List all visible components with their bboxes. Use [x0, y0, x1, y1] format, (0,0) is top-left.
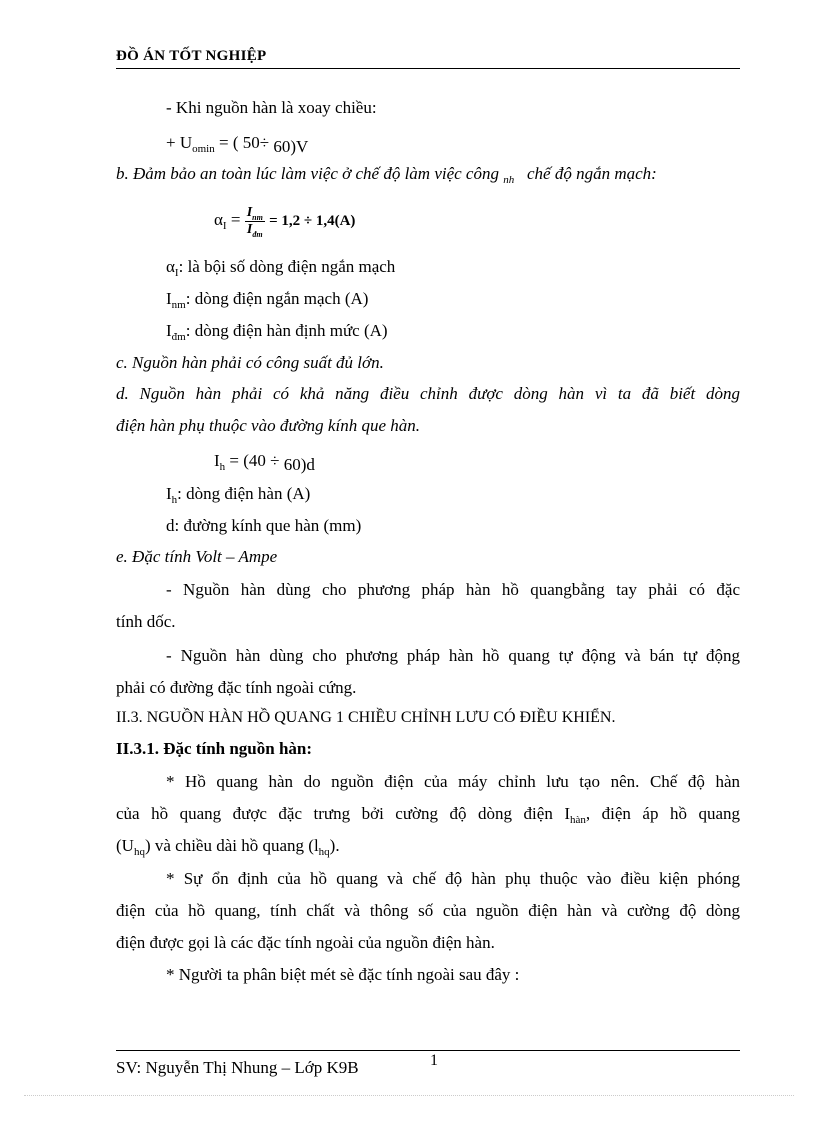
def-idm: $I_{đm}$: dòng điện hàn định mức (A): [166, 321, 388, 343]
para2-line2: phải có đường đặc tính ngoài cứng.: [116, 678, 357, 697]
s3-line: * Người ta phân biệt mét sè đặc tính ngoài sau đây :: [166, 965, 520, 984]
def-alpha: $\alpha_I$: là bội số dòng điện ngắn mạch: [166, 257, 396, 279]
footer-rule: [116, 1050, 740, 1051]
footer-student: SV: Nguyễn Thị Nhung – Lớp K9B: [116, 1058, 359, 1077]
def-d: d: đường kính que hàn (mm): [166, 516, 362, 535]
s2-line1: * Sự ổn định của hồ quang và chế độ hàn phụ thuộc vào điều kiện phóng: [166, 869, 740, 888]
s2-line2: điện của hồ quang, tính chất và thông số của nguồn điện hàn và cường độ dòng: [116, 901, 740, 920]
item-b: b. Đảm bảo an toàn lúc làm việc ở chế độ làm việc công $_{nh}$ chế độ ngắn mạch:: [116, 164, 657, 186]
item-d-line1: d. Nguồn hàn phải có khả năng điều chỉnh được dòng hàn vì ta đã biết dòng: [116, 384, 740, 403]
para1-line2: tính dốc.: [116, 612, 176, 631]
subsection-heading: II.3.1. Đặc tính nguồn hàn:: [116, 739, 313, 758]
line-ac-source: - Khi nguồn hàn là xoay chiều:: [166, 98, 377, 117]
line-uomin: + $U_{omin}$ = ( 50÷ 60)V: [166, 133, 309, 156]
s2-line3: điện được gọi là các đặc tính ngoài của nguồn điện hàn.: [116, 933, 495, 952]
section-heading: II.3. NGUỒN HÀN HỒ QUANG 1 CHIỀU CHỈNH LƯU CÓ ĐIỀU KHIỂN.: [116, 709, 616, 726]
formula-fraction: $\frac{I_{nm}}{I_{đm}}$: [246, 204, 263, 239]
page-bottom-border: [24, 1095, 794, 1096]
item-c: c. Nguồn hàn phải có công suất đủ lớn.: [116, 353, 384, 372]
para1-line1: - Nguồn hàn dùng cho phương pháp hàn hồ quangbằng tay phải có đặc: [166, 580, 740, 599]
item-e: e. Đặc tính Volt – Ampe: [116, 547, 278, 566]
s1-line3: $(U_{hq})$ và chiều dài hồ quang $(l_{hq})$.: [116, 836, 340, 858]
page-header: ĐỒ ÁN TỐT NGHIỆP: [116, 48, 267, 64]
formula-ih: $I_h = (40 \div 60)d$: [214, 451, 315, 474]
item-d-line2: điện hàn phụ thuộc vào đường kính que hàn.: [116, 416, 420, 435]
formula-alpha: $\alpha_I$ = $\frac{I_{nm}}{I_{đm}}$ = 1,2 ÷ 1,4(A): [214, 204, 356, 239]
s1-line1: * Hồ quang hàn do nguồn điện của máy chỉnh lưu tạo nên. Chế độ hàn: [166, 772, 740, 791]
def-inm: $I_{nm}$: dòng điện ngắn mạch (A): [166, 289, 369, 311]
s1-line2: của hồ quang được đặc trưng bởi cường độ dòng điện $I_{hàn}$, điện áp hồ quang: [116, 804, 741, 826]
page-number: 1: [430, 1052, 438, 1069]
def-ih: $I_h$: dòng điện hàn (A): [166, 484, 311, 506]
para2-line1: - Nguồn hàn dùng cho phương pháp hàn hồ quang tự động và bán tự động: [166, 646, 740, 665]
header-rule: [116, 68, 740, 69]
